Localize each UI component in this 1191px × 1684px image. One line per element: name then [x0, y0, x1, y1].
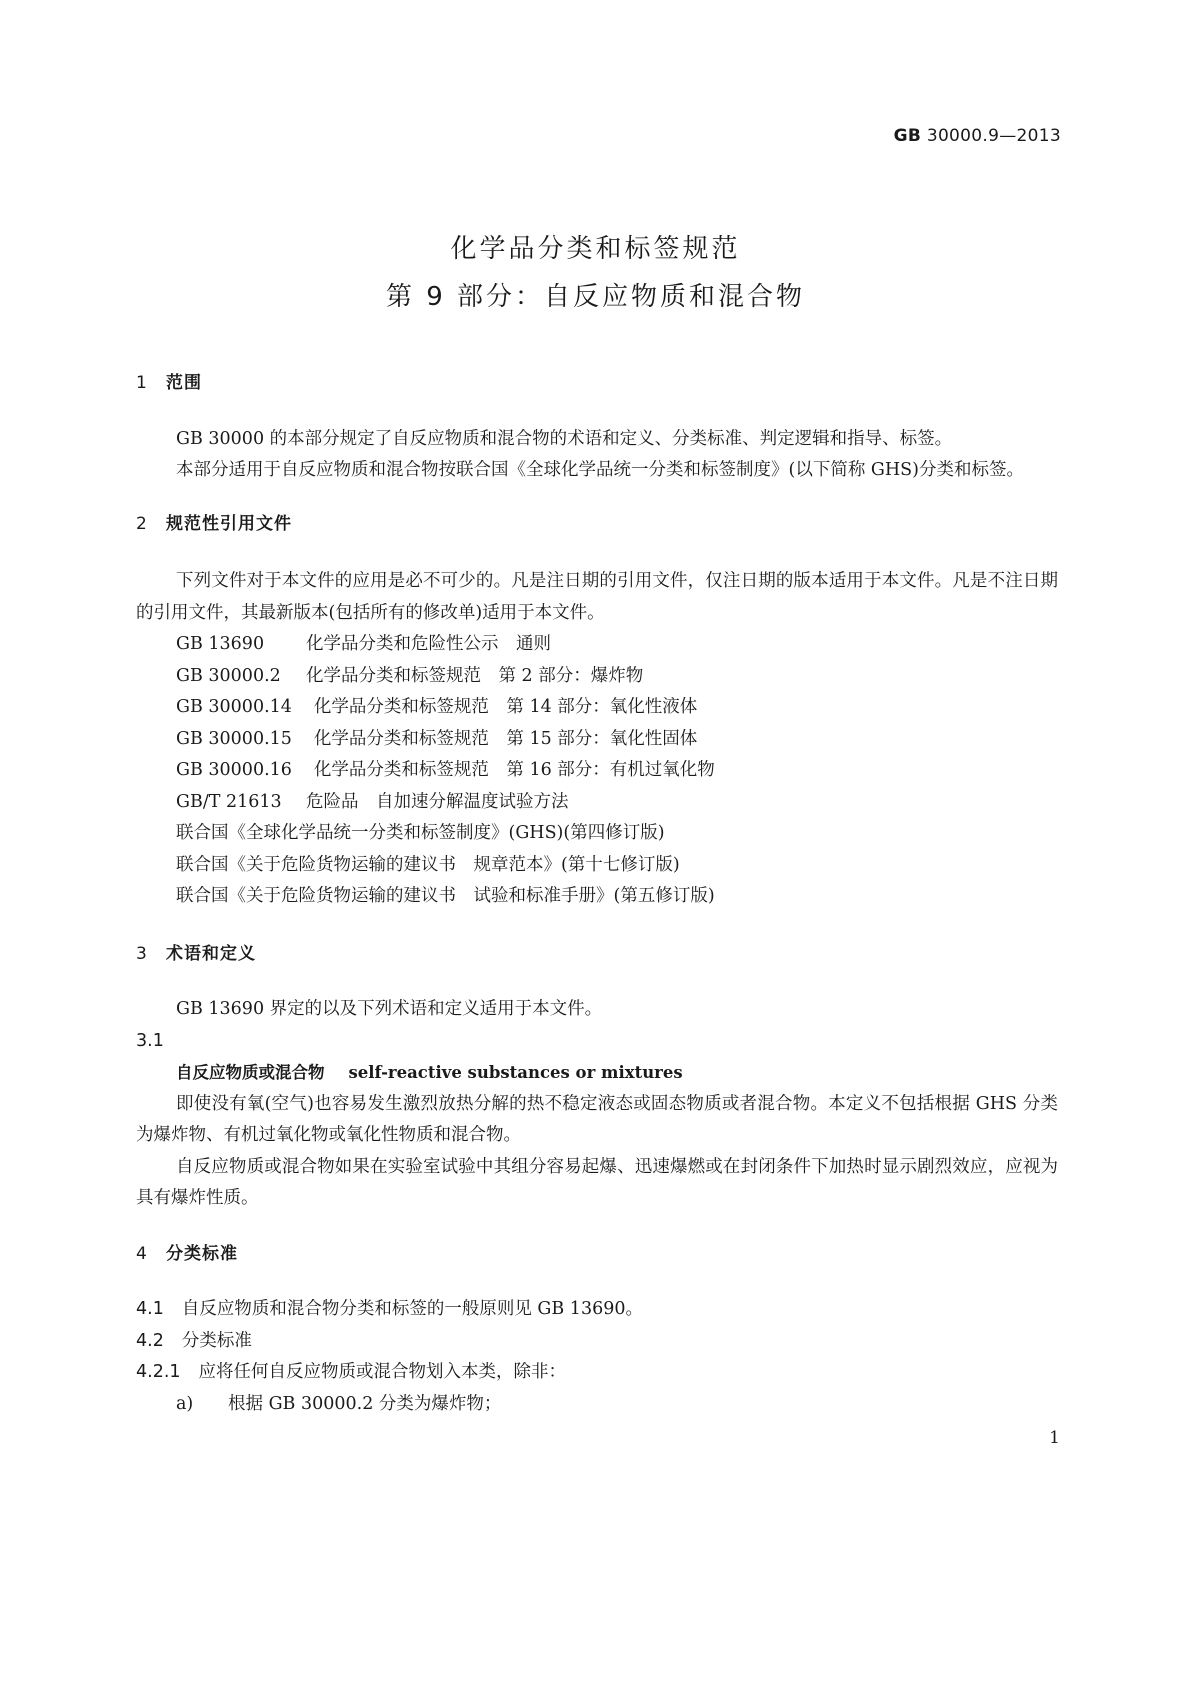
- list-item-text: 根据 GB 30000.2 分类为爆炸物；: [228, 1393, 502, 1414]
- document-title: [0, 225, 1191, 321]
- section-2-number: 2: [136, 513, 148, 534]
- title-line-2: 第 9 部分：自反应物质和混合物: [385, 282, 806, 312]
- section-3-title: 术语和定义: [166, 943, 256, 964]
- reference-title: 化学品分类和危险性公示 通则: [306, 634, 551, 654]
- reference-item: [136, 787, 1058, 819]
- un-reference-item: 联合国《全球化学品统一分类和标签制度》(GHS)(第四修订版): [176, 823, 665, 843]
- term-definition-2: 自反应物质或混合物如果在实验室试验中其组分容易起爆、迅速爆燃或在封闭条件下加热时显示剧烈效应，应视为具有爆炸性质。: [136, 1156, 1058, 1208]
- section-1-number: 1: [136, 373, 148, 393]
- clause-4-1: [136, 1294, 1058, 1326]
- reference-item: [136, 724, 1058, 756]
- clause-number: 3.1: [136, 1030, 164, 1051]
- section-1-paragraph-2: 本部分适用于自反应物质和混合物按联合国《全球化学品统一分类和标签制度》(以下简称 GHS)分类和标签。: [176, 460, 1024, 480]
- un-reference-item: 联合国《关于危险货物运输的建议书 规章范本》(第十七修订版): [176, 854, 680, 875]
- clause-text: 应将任何自反应物质或混合物划入本类，除非：: [198, 1362, 567, 1382]
- section-2-title: 规范性引用文件: [166, 513, 292, 534]
- term-english: self-reactive substances or mixtures: [348, 1063, 683, 1082]
- reference-code: GB 30000.16: [176, 760, 292, 780]
- section-1-heading: [136, 368, 1058, 400]
- document-body: [136, 368, 1058, 1420]
- reference-code: GB 30000.15: [176, 728, 292, 749]
- reference-item: [136, 692, 1058, 724]
- reference-title: 化学品分类和标签规范 第 15 部分：氧化性固体: [313, 728, 698, 749]
- reference-title: 化学品分类和标签规范 第 14 部分：氧化性液体: [313, 697, 698, 717]
- standard-number: 30000.9—2013: [926, 126, 1061, 146]
- reference-code: GB 30000.14: [176, 697, 292, 717]
- reference-title: 化学品分类和标签规范 第 16 部分：有机过氧化物: [313, 760, 715, 780]
- section-3-heading: [136, 939, 1058, 971]
- reference-item: [136, 755, 1058, 787]
- section-4-heading: [136, 1239, 1058, 1271]
- clause-number: 4.1: [136, 1299, 164, 1319]
- reference-code: GB 13690: [176, 634, 265, 654]
- clause-number: 4.2.1: [136, 1362, 181, 1382]
- reference-title: 危险品 自加速分解温度试验方法: [306, 791, 569, 812]
- section-1-paragraph-1: GB 30000 的本部分规定了自反应物质和混合物的术语和定义、分类标准、判定逻辑和指导、标签。: [176, 428, 953, 449]
- section-1-title: 范围: [166, 373, 202, 393]
- reference-title: 化学品分类和标签规范 第 2 部分：爆炸物: [306, 665, 644, 686]
- standard-code: [894, 126, 1061, 146]
- term-definition-1: 即使没有氧(空气)也容易发生激烈放热分解的热不稳定液态或固态物质或者混合物。本定义不包括根据 GHS 分类为爆炸物、有机过氧化物或氧化性物质和混合物。: [136, 1093, 1058, 1145]
- page-number: 1: [1049, 1428, 1060, 1448]
- clause-text: 自反应物质和混合物分类和标签的一般原则见 GB 13690。: [181, 1299, 643, 1319]
- section-3-paragraph-1: GB 13690 界定的以及下列术语和定义适用于本文件。: [176, 999, 603, 1019]
- clause-4-2-1: [136, 1357, 1058, 1389]
- clause-text: 分类标准: [181, 1330, 252, 1351]
- standard-prefix: GB: [893, 126, 922, 146]
- section-3-number: 3: [136, 943, 148, 964]
- section-2-paragraph-1: 下列文件对于本文件的应用是必不可少的。凡是注日期的引用文件，仅注日期的版本适用于本文件。凡是不注日期的引用文件，其最新版本(包括所有的修改单)适用于本文件。: [136, 571, 1058, 623]
- un-reference-item: 联合国《关于危险货物运输的建议书 试验和标准手册》(第五修订版): [176, 886, 715, 906]
- reference-item: [136, 629, 1058, 661]
- section-2-heading: [136, 509, 1058, 541]
- section-4-number: 4: [136, 1243, 148, 1264]
- list-item-a: [136, 1389, 1058, 1421]
- reference-item: [136, 661, 1058, 693]
- term-entry: [136, 1057, 1058, 1089]
- list-item-label: a): [176, 1393, 194, 1414]
- reference-code: GB 30000.2: [176, 665, 281, 686]
- clause-3-1-number: [136, 1026, 1058, 1058]
- reference-code: GB/T 21613: [176, 791, 282, 812]
- clause-number: 4.2: [136, 1330, 164, 1351]
- section-4-title: 分类标准: [166, 1243, 238, 1264]
- term-chinese: 自反应物质或混合物: [176, 1063, 325, 1082]
- title-line-1: 化学品分类和标签规范: [450, 234, 741, 264]
- clause-4-2: [136, 1326, 1058, 1358]
